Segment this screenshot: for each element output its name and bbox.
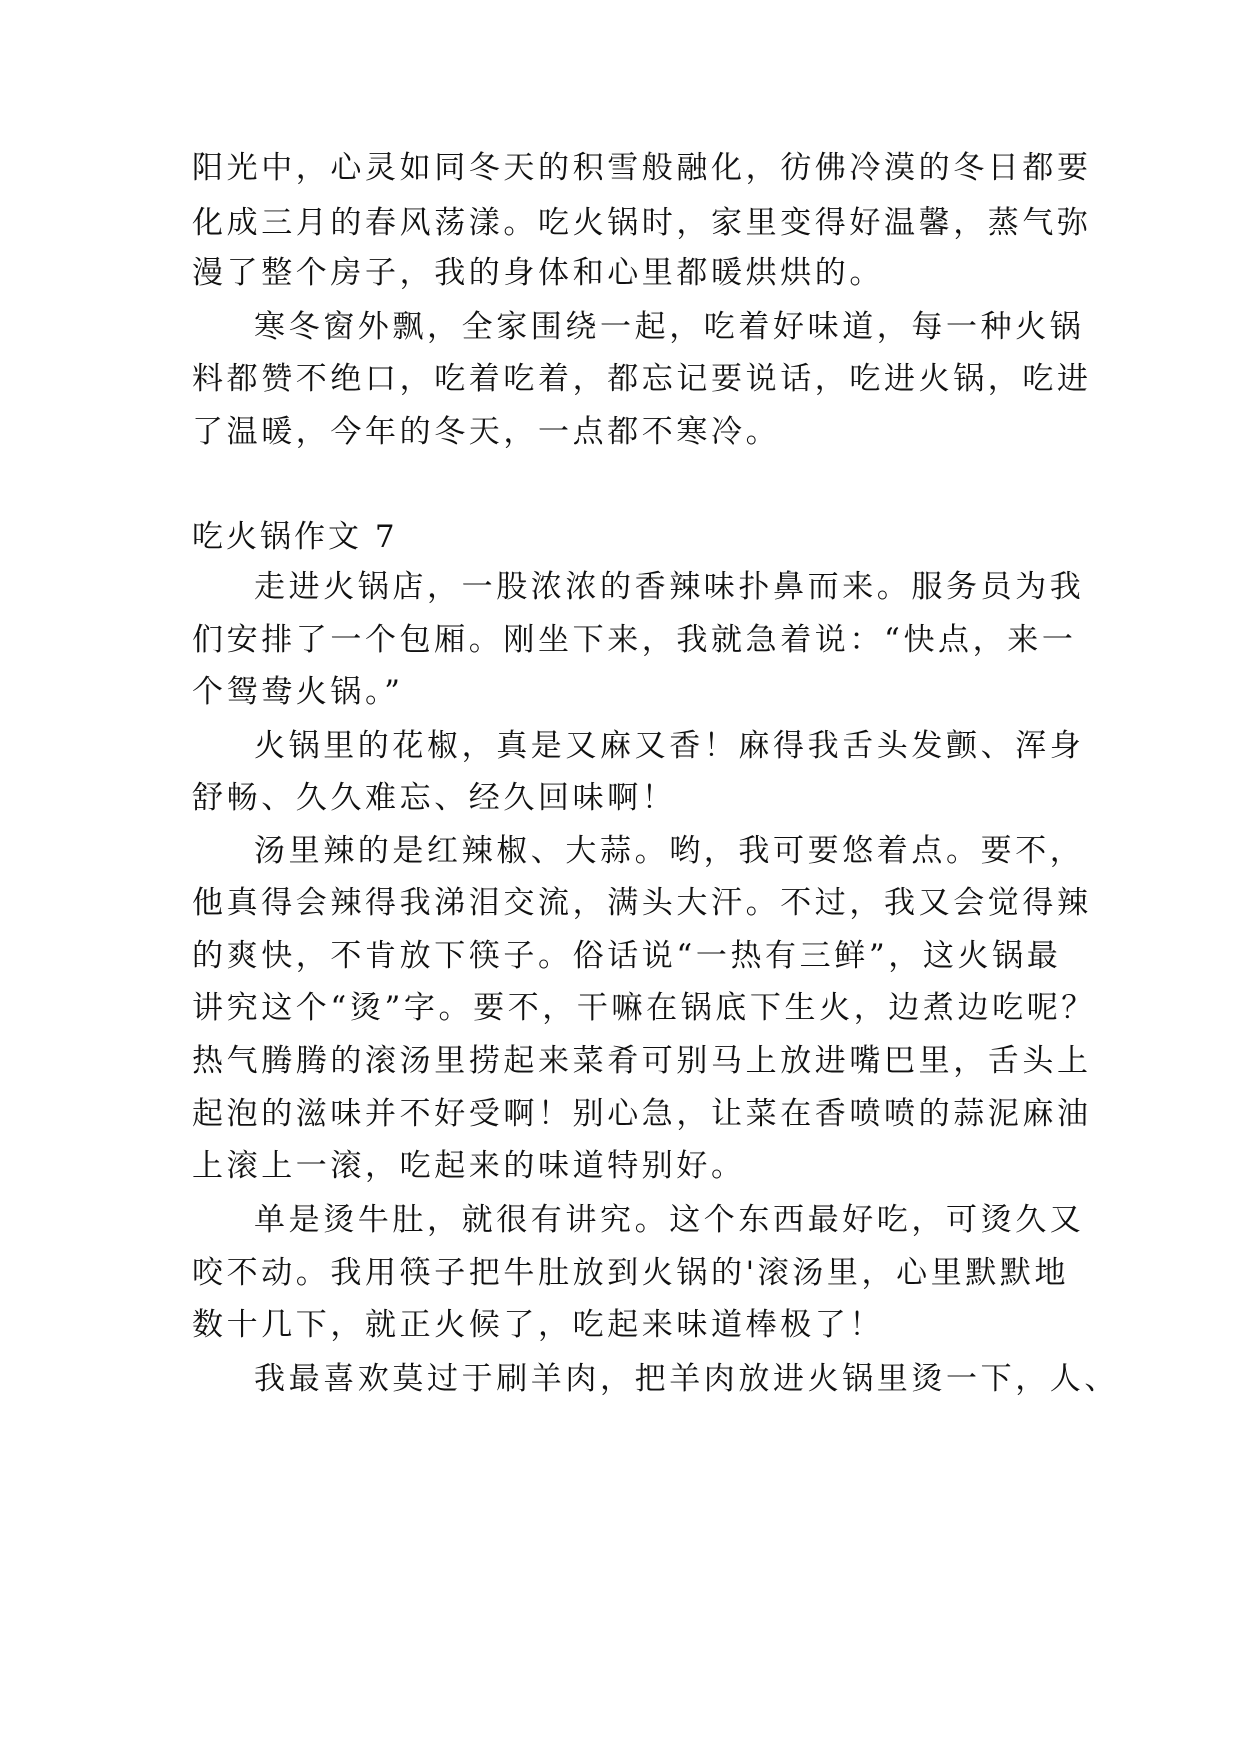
body-line: 起泡的滋味并不好受啊！别心急，让菜在香喷喷的蒜泥麻油 xyxy=(192,1096,1092,1132)
body-line: 漫了整个房子，我的身体和心里都暖烘烘的。 xyxy=(192,255,884,291)
body-line: 了温暖，今年的冬天，一点都不寒冷。 xyxy=(192,414,781,450)
body-line: 讲究这个“烫”字。要不，干嘛在锅底下生火，边煮边吃呢？ xyxy=(192,990,1096,1026)
body-line: 阳光中，心灵如同冬天的积雪般融化，彷佛冷漠的冬日都要 xyxy=(192,150,1092,186)
body-line: 料都赞不绝口，吃着吃着，都忘记要说话，吃进火锅，吃进 xyxy=(192,361,1092,397)
body-line: 上滚上一滚，吃起来的味道特别好。 xyxy=(192,1148,746,1184)
body-line: 舒畅、久久难忘、经久回味啊！ xyxy=(192,780,677,816)
body-line: 们安排了一个包厢。刚坐下来，我就急着说：“快点，来一 xyxy=(192,622,1077,658)
body-line: 数十几下，就正火候了，吃起来味道棒极了！ xyxy=(192,1307,884,1343)
body-line: 单是烫牛肚，就很有讲究。这个东西最好吃，可烫久又 xyxy=(254,1202,1085,1238)
body-line: 走进火锅店，一股浓浓的香辣味扑鼻而来。服务员为我 xyxy=(254,569,1085,605)
essay-title: 吃火锅作文 7 xyxy=(192,519,398,555)
body-line: 的爽快，不肯放下筷子。俗话说“一热有三鲜”，这火锅最 xyxy=(192,938,1062,974)
body-line: 我最喜欢莫过于刷羊肉，把羊肉放进火锅里烫一下，人、 xyxy=(254,1361,1119,1397)
body-line: 咬不动。我用筷子把牛肚放到火锅的'滚汤里，心里默默地 xyxy=(192,1255,1070,1291)
body-line: 他真得会辣得我涕泪交流，满头大汗。不过，我又会觉得辣 xyxy=(192,885,1092,921)
body-line: 火锅里的花椒，真是又麻又香！麻得我舌头发颤、浑身 xyxy=(254,728,1085,764)
body-line: 化成三月的春风荡漾。吃火锅时，家里变得好温馨，蒸气弥 xyxy=(192,205,1092,241)
body-line: 汤里辣的是红辣椒、大蒜。哟，我可要悠着点。要不， xyxy=(254,833,1085,869)
body-line: 寒冬窗外飘，全家围绕一起，吃着好味道，每一种火锅 xyxy=(254,309,1085,345)
body-line: 个鸳鸯火锅。” xyxy=(192,674,404,710)
body-line: 热气腾腾的滚汤里捞起来菜肴可别马上放进嘴巴里，舌头上 xyxy=(192,1043,1092,1079)
